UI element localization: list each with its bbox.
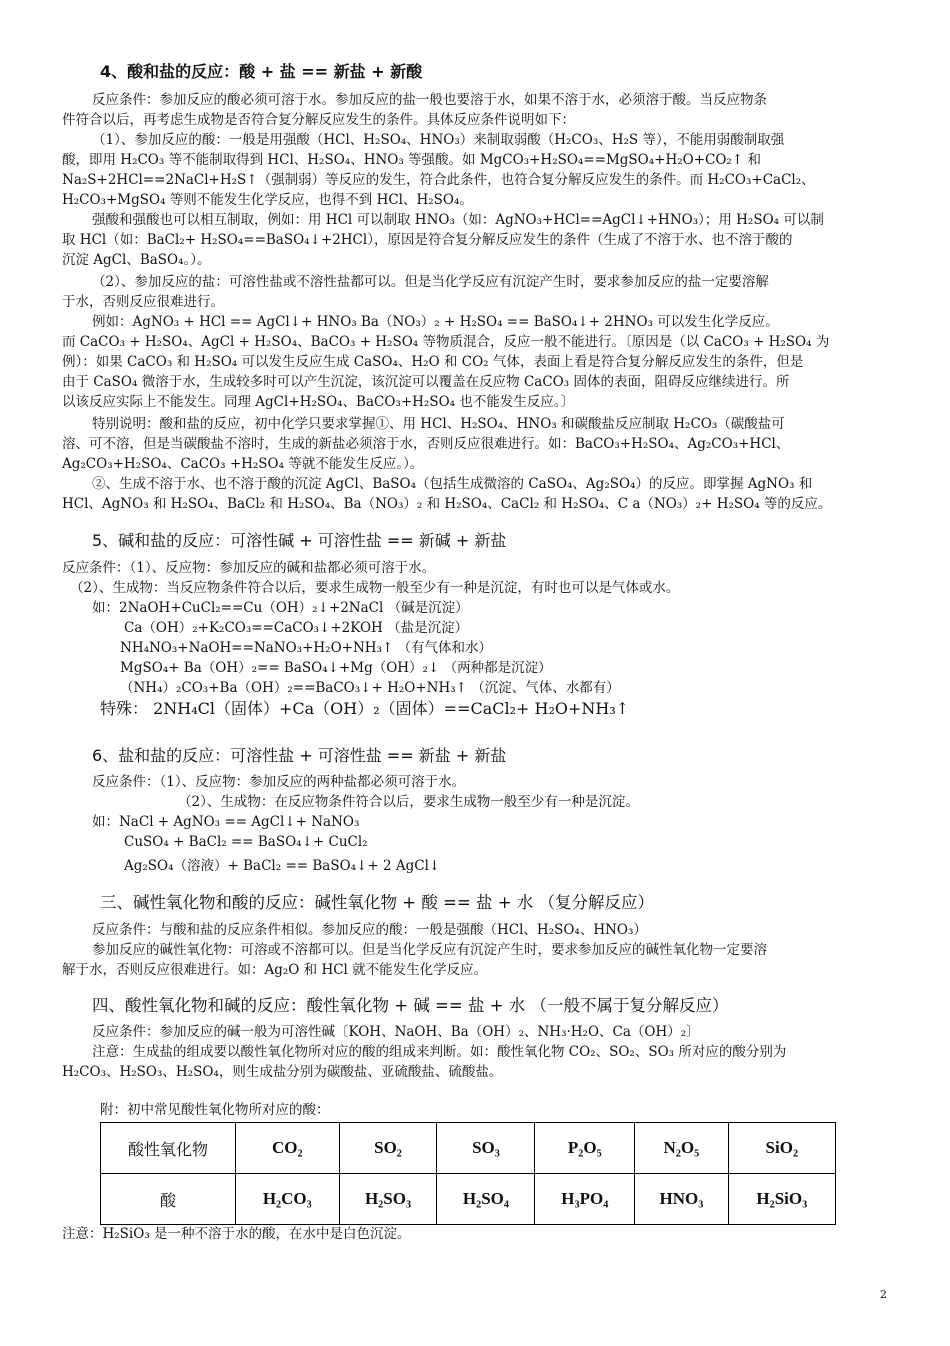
text-line: Ag₂CO₃+H₂SO₄、CaCO₃ +H₂SO₄ 等就不能发生反应。）。 <box>62 456 424 472</box>
section-3-title: 三、碱性氧化物和酸的反应：碱性氧化物 + 酸 == 盐 + 水 （复分解反应） <box>100 893 655 912</box>
text-line: 酸，即用 H₂CO₃ 等不能制取得到 HCl、H₂SO₄、HNO₃ 等强酸。如 MgCO₃+H₂SO₄==MgSO₄+H₂O+CO₂↑ 和 <box>62 152 761 168</box>
text-line: 例）：如果 CaCO₃ 和 H₂SO₄ 可以发生反应生成 CaSO₄、H₂O 和 CO₂ 气体，表面上看是符合复分解反应发生的条件，但是 <box>62 354 804 370</box>
section-4-title: 4、酸和盐的反应：酸 + 盐 == 新盐 + 新酸 <box>100 62 423 81</box>
text-line: 反应条件：参加反应的碱一般为可溶性碱〔KOH、NaOH、Ba（OH）₂、NH₃·H₂O、Ca（OH）₂〕 <box>92 1024 700 1040</box>
text-line: 解于水，否则反应很难进行。如：Ag₂O 和 HCl 就不能发生化学反应。 <box>62 962 488 978</box>
text-line: 反应条件：参加反应的酸必须可溶于水。参加反应的盐一般也要溶于水，如果不溶于水，必须溶于酸。当反应物条 <box>92 92 767 108</box>
text-line: 以该反应实际上不能发生。同理 AgCl+H₂SO₄、BaCO₃+H₂SO₄ 也不能发生反应。〕 <box>62 394 575 410</box>
table-row <box>101 1174 836 1225</box>
section-6-title: 6、盐和盐的反应：可溶性盐 + 可溶性盐 == 新盐 + 新盐 <box>92 746 507 765</box>
section-four-title: 四、酸性氧化物和碱的反应：酸性氧化物 + 碱 == 盐 + 水 （一般不属于复分解反应） <box>92 996 729 1015</box>
appendix-caption: 附：初中常见酸性氧化物所对应的酸： <box>100 1102 330 1118</box>
section-5-title: 5、碱和盐的反应：可溶性碱 + 可溶性盐 == 新碱 + 新盐 <box>92 531 507 550</box>
equation-line: NH₄NO₃+NaOH==NaNO₃+H₂O+NH₃↑ （有气体和水） <box>120 640 493 656</box>
table-cell: SiO₂ <box>728 1123 835 1174</box>
table-cell: H₂SiO₃ <box>728 1174 835 1225</box>
table-row <box>101 1123 836 1174</box>
text-line: 特别说明：酸和盐的反应，初中化学只要求掌握①、用 HCl、H₂SO₄、HNO₃ 和碳酸盐反应制取 H₂CO₃（碳酸盐可 <box>92 416 785 432</box>
text-line: 反应条件：与酸和盐的反应条件相似。参加反应的酸：一般是强酸（HCl、H₂SO₄、HNO₃） <box>92 922 647 938</box>
text-line: 件符合以后，再考虑生成物是否符合复分解反应发生的条件。具体反应条件说明如下： <box>62 112 575 128</box>
text-line: （2）、参加反应的盐：可溶性盐或不溶性盐都可以。但是当化学反应有沉淀产生时，要求参加反应的盐一定要溶解 <box>92 274 769 290</box>
text-line: 由于 CaSO₄ 微溶于水，生成较多时可以产生沉淀，该沉淀可以覆盖在反应物 CaCO₃ 固体的表面，阻碍反应继续进行。所 <box>62 374 790 390</box>
text-line: （1）、参加反应的酸：一般是用强酸（HCl、H₂SO₄、HNO₃）来制取弱酸（H₂CO₃、H₂S 等），不能用弱酸制取强 <box>92 132 785 148</box>
table-cell: H₂SO₄ <box>437 1174 535 1225</box>
table-cell: CO₂ <box>236 1123 340 1174</box>
text-line: HCl、AgNO₃ 和 H₂SO₄、BaCl₂ 和 H₂SO₄、Ba（NO₃）₂ 和 H₂SO₄、CaCl₂ 和 H₂SO₄、C a（NO₃）₂+ H₂SO₄ 等的反应。 <box>62 496 832 512</box>
table-cell: SO₂ <box>339 1123 437 1174</box>
table-cell: SO₃ <box>437 1123 535 1174</box>
equation-line: MgSO₄+ Ba（OH）₂== BaSO₄↓+Mg（OH）₂↓ （两种都是沉淀） <box>120 660 552 676</box>
text-line: 反应条件：（1）、反应物：参加反应的碱和盐都必须可溶于水。 <box>62 560 436 576</box>
equation-line: Ag₂SO₄（溶液）+ BaCl₂ == BaSO₄↓+ 2 AgCl↓ <box>124 858 441 874</box>
table-cell: N₂O₅ <box>635 1123 728 1174</box>
appendix-note: 注意：H₂SiO₃ 是一种不溶于水的酸，在水中是白色沉淀。 <box>62 1226 411 1242</box>
text-line: H₂CO₃+MgSO₄ 等则不能发生化学反应，也得不到 HCl、H₂SO₄。 <box>62 192 473 208</box>
equation-line: Ca（OH）₂+K₂CO₃==CaCO₃↓+2KOH （盐是沉淀） <box>124 620 469 636</box>
oxide-acid-table <box>100 1122 836 1225</box>
equation-line: （NH₄）₂CO₃+Ba（OH）₂==BaCO₃↓+ H₂O+NH₃↑ （沉淀、气体、水都有） <box>120 680 620 696</box>
equation-line: 如：2NaOH+CuCl₂==Cu（OH）₂↓+2NaCl （碱是沉淀） <box>92 600 469 616</box>
equation-line-special: 特殊： 2NH₄Cl（固体）+Ca（OH）₂（固体）==CaCl₂+ H₂O+NH₃↑ <box>100 699 630 718</box>
text-line: H₂CO₃、H₂SO₃、H₂SO₄，则生成盐分别为碳酸盐、亚硫酸盐、硫酸盐。 <box>62 1064 503 1080</box>
table-cell: HNO₃ <box>635 1174 728 1225</box>
table-cell: P₂O₅ <box>535 1123 635 1174</box>
text-line: 参加反应的碱性氧化物：可溶或不溶都可以。但是当化学反应有沉淀产生时，要求参加反应的碱性氧化物一定要溶 <box>92 942 767 958</box>
text-line: 于水，否则反应很难进行。 <box>62 294 224 310</box>
row-header-oxide: 酸性氧化物 <box>101 1123 236 1174</box>
text-line: ②、生成不溶于水、也不溶于酸的沉淀 AgCl、BaSO₄（包括生成微溶的 CaSO₄、Ag₂SO₄）的反应。即掌握 AgNO₃ 和 <box>92 476 813 492</box>
table-cell: H₂CO₃ <box>236 1174 340 1225</box>
table-cell: H₃PO₄ <box>535 1174 635 1225</box>
text-line: 溶、可不溶，但是当碳酸盐不溶时，生成的新盐必须溶于水，否则反应很难进行。如：BaCO₃+H₂SO₄、Ag₂CO₃+HCl、 <box>62 436 790 452</box>
table-cell: H₂SO₃ <box>339 1174 437 1225</box>
text-line: Na₂S+2HCl==2NaCl+H₂S↑（强制弱）等反应的发生，符合此条件，也符合复分解反应发生的条件。而 H₂CO₃+CaCl₂、 <box>62 172 815 188</box>
text-line: 沉淀 AgCl、BaSO₄。）。 <box>62 252 211 268</box>
text-line: 反应条件：（1）、反应物：参加反应的两种盐都必须可溶于水。 <box>92 774 466 790</box>
text-line: 取 HCl（如：BaCl₂+ H₂SO₄==BaSO₄↓+2HCl），原因是符合复分解反应发生的条件（生成了不溶于水、也不溶于酸的 <box>62 232 793 248</box>
equation-line: CuSO₄ + BaCl₂ == BaSO₄↓+ CuCl₂ <box>124 834 368 850</box>
text-line: 例如：AgNO₃ + HCl == AgCl↓+ HNO₃ Ba（NO₃）₂ + H₂SO₄ == BaSO₄↓+ 2HNO₃ 可以发生化学反应。 <box>92 314 779 330</box>
text-line: 强酸和强酸也可以相互制取，例如：用 HCl 可以制取 HNO₃（如：AgNO₃+HCl==AgCl↓+HNO₃）；用 H₂SO₄ 可以制 <box>92 212 824 228</box>
text-line: （2）、生成物：在反应物条件符合以后，要求生成物一般至少有一种是沉淀。 <box>178 794 639 810</box>
row-header-acid: 酸 <box>101 1174 236 1225</box>
text-line: 注意：生成盐的组成要以酸性氧化物所对应的酸的组成来判断。如：酸性氧化物 CO₂、SO₂、SO₃ 所对应的酸分别为 <box>92 1044 787 1060</box>
text-line: 而 CaCO₃ + H₂SO₄、AgCl + H₂SO₄、BaCO₃ + H₂SO₄ 等物质混合，反应一般不能进行。〔原因是（以 CaCO₃ + H₂SO₄ 为 <box>62 334 830 350</box>
equation-line: 如：NaCl + AgNO₃ == AgCl↓+ NaNO₃ <box>92 814 360 830</box>
page-number: 2 <box>880 1288 887 1301</box>
text-line: （2）、生成物：当反应物条件符合以后，要求生成物一般至少有一种是沉淀，有时也可以是气体或水。 <box>70 580 680 596</box>
